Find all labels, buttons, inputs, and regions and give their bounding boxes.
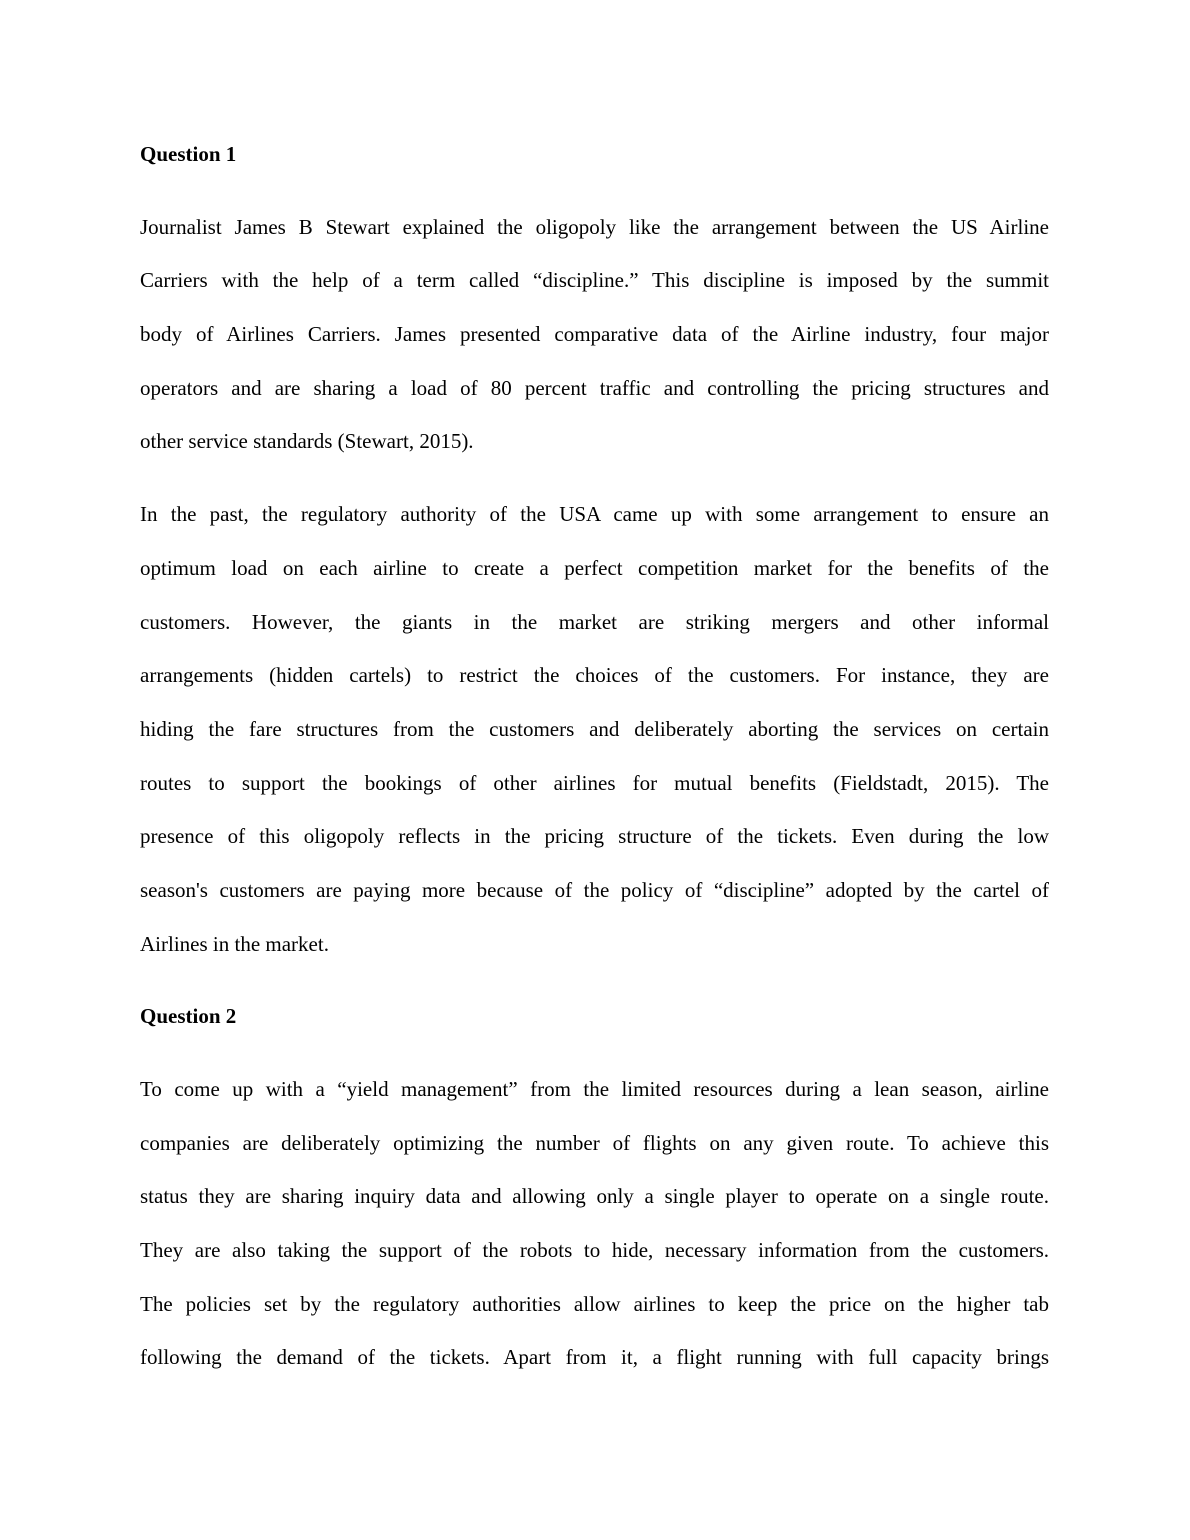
text-line: hiding the fare structures from the customers and deliberately aborting the services on certain — [140, 716, 1049, 741]
paragraph-q2-1 — [140, 1063, 1049, 1385]
text-line: In the past, the regulatory authority of the USA came up with some arrangement to ensure an — [140, 502, 1049, 527]
section-heading-question-2: Question 2 — [140, 1004, 237, 1029]
text-line: following the demand of the tickets. Apart from it, a flight running with full capacity brings — [140, 1345, 1049, 1370]
text-line: Airlines in the market. — [140, 931, 329, 956]
text-line: Carriers with the help of a term called “discipline.” This discipline is imposed by the summit — [140, 268, 1049, 293]
text-line: routes to support the bookings of other airlines for mutual benefits (Fieldstadt, 2015). The — [140, 770, 1049, 795]
text-line: customers. However, the giants in the market are striking mergers and other informal — [140, 609, 1049, 634]
text-line: other service standards (Stewart, 2015). — [140, 429, 474, 454]
text-line: presence of this oligopoly reflects in the pricing structure of the tickets. Even during the low — [140, 824, 1049, 849]
text-line: arrangements (hidden cartels) to restrict the choices of the customers. For instance, they are — [140, 663, 1049, 688]
text-line: status they are sharing inquiry data and allowing only a single player to operate on a single route. — [140, 1184, 1049, 1209]
document-page — [140, 128, 1049, 1404]
text-line: They are also taking the support of the robots to hide, necessary information from the customers. — [140, 1238, 1049, 1263]
text-line: optimum load on each airline to create a perfect competition market for the benefits of the — [140, 555, 1049, 580]
text-line: operators and are sharing a load of 80 percent traffic and controlling the pricing structures and — [140, 375, 1049, 400]
text-line: season's customers are paying more because of the policy of “discipline” adopted by the cartel of — [140, 877, 1049, 902]
text-line: companies are deliberately optimizing the number of flights on any given route. To achieve this — [140, 1130, 1049, 1155]
section-heading-question-1: Question 1 — [140, 142, 237, 166]
text-line: body of Airlines Carriers. James presented comparative data of the Airline industry, four major — [140, 322, 1049, 347]
text-line: To come up with a “yield management” from the limited resources during a lean season, airline — [140, 1077, 1049, 1102]
paragraph-q1-1 — [140, 201, 1049, 469]
text-line: The policies set by the regulatory authorities allow airlines to keep the price on the higher tab — [140, 1291, 1049, 1316]
text-line: Journalist James B Stewart explained the oligopoly like the arrangement between the US Airline — [140, 214, 1049, 239]
paragraph-q1-2 — [140, 488, 1049, 971]
